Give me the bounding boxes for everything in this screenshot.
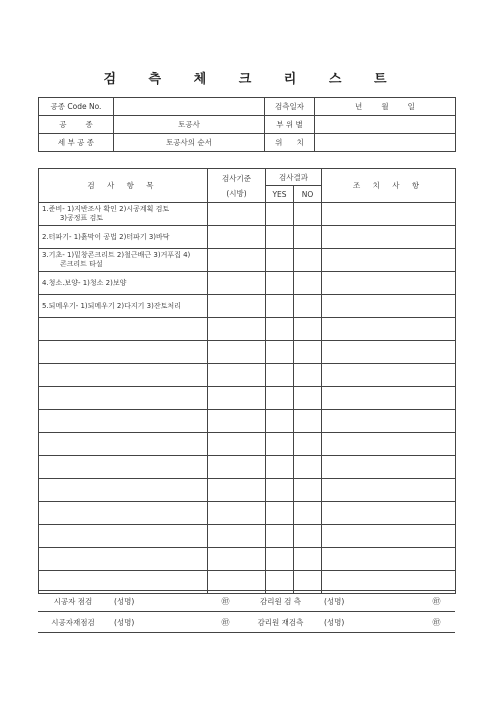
standard-cell[interactable] — [208, 203, 266, 226]
no-cell[interactable] — [294, 249, 322, 272]
yes-cell[interactable] — [266, 433, 294, 456]
yes-cell[interactable] — [266, 387, 294, 410]
checklist-header-row — [39, 169, 456, 186]
checklist-row — [39, 387, 456, 410]
subtrade-value[interactable]: 토공사의 순서 — [114, 134, 265, 152]
action-cell[interactable] — [322, 295, 456, 318]
code-value[interactable] — [114, 98, 265, 116]
action-cell[interactable] — [322, 502, 456, 525]
supervisor-label: 감리원 검 측 — [243, 591, 318, 612]
header-yes: YES — [266, 186, 294, 203]
yes-cell[interactable] — [266, 341, 294, 364]
standard-cell[interactable] — [208, 479, 266, 502]
inspector-label: 시공자재점검 — [38, 612, 108, 633]
action-cell[interactable] — [322, 525, 456, 548]
standard-cell[interactable] — [208, 410, 266, 433]
subtrade-label: 세 부 공 종 — [39, 134, 114, 152]
supervisor-label: 감리원 재검측 — [243, 612, 318, 633]
no-cell[interactable] — [294, 364, 322, 387]
checklist-row — [39, 364, 456, 387]
page-title: 검 측 체 크 리 스 트 — [103, 72, 401, 87]
standard-cell[interactable] — [208, 341, 266, 364]
no-cell[interactable] — [294, 502, 322, 525]
signature-table — [38, 590, 455, 633]
yes-cell[interactable] — [266, 525, 294, 548]
part-label: 부 위 별 — [265, 116, 315, 134]
action-cell[interactable] — [322, 479, 456, 502]
action-cell[interactable] — [322, 318, 456, 341]
no-cell[interactable] — [294, 456, 322, 479]
standard-cell[interactable] — [208, 525, 266, 548]
no-cell[interactable] — [294, 318, 322, 341]
yes-cell[interactable] — [266, 295, 294, 318]
action-cell[interactable] — [322, 456, 456, 479]
checklist-item-text — [39, 364, 208, 387]
yes-cell[interactable] — [266, 249, 294, 272]
no-cell[interactable] — [294, 341, 322, 364]
checklist-table — [38, 168, 456, 594]
checklist-row — [39, 548, 456, 571]
no-cell[interactable] — [294, 295, 322, 318]
checklist-item-text — [39, 456, 208, 479]
yes-cell[interactable] — [266, 548, 294, 571]
checklist-row — [39, 410, 456, 433]
header-no: NO — [294, 186, 322, 203]
header-result: 검사결과 — [266, 169, 322, 186]
yes-cell[interactable] — [266, 318, 294, 341]
inspection-date-label: 검측일자 — [265, 98, 315, 116]
info-table — [38, 97, 456, 152]
info-row-subtrade — [39, 134, 456, 152]
header-standard-line1: 검사기준 — [222, 173, 251, 183]
no-cell[interactable] — [294, 525, 322, 548]
checklist-item-text — [39, 479, 208, 502]
checklist-row — [39, 456, 456, 479]
action-cell[interactable] — [322, 548, 456, 571]
header-standard — [208, 169, 266, 203]
checklist-item-text — [39, 433, 208, 456]
no-cell[interactable] — [294, 387, 322, 410]
yes-cell[interactable] — [266, 226, 294, 249]
standard-cell[interactable] — [208, 548, 266, 571]
standard-cell[interactable] — [208, 502, 266, 525]
trade-value[interactable]: 토공사 — [114, 116, 265, 134]
action-cell[interactable] — [322, 341, 456, 364]
checklist-item-text — [39, 318, 208, 341]
yes-cell[interactable] — [266, 456, 294, 479]
checklist-row — [39, 341, 456, 364]
no-cell[interactable] — [294, 548, 322, 571]
checklist-row — [39, 226, 456, 249]
yes-cell[interactable] — [266, 364, 294, 387]
inspector-seal: ㊞ — [208, 591, 243, 612]
supervisor-seal: ㊞ — [418, 612, 455, 633]
inspection-date-value[interactable]: 년 월 일 — [315, 98, 456, 116]
yes-cell[interactable] — [266, 272, 294, 295]
yes-cell[interactable] — [266, 479, 294, 502]
checklist-item-text — [39, 548, 208, 571]
supervisor-name[interactable]: (성명) — [318, 591, 418, 612]
action-cell[interactable] — [322, 433, 456, 456]
action-cell[interactable] — [322, 364, 456, 387]
signature-body — [38, 591, 455, 633]
standard-cell[interactable] — [208, 456, 266, 479]
checklist-row — [39, 249, 456, 272]
standard-cell[interactable] — [208, 433, 266, 456]
standard-cell[interactable] — [208, 272, 266, 295]
no-cell[interactable] — [294, 410, 322, 433]
location-label: 위 치 — [265, 134, 315, 152]
part-value[interactable] — [315, 116, 456, 134]
checklist-row — [39, 272, 456, 295]
action-cell[interactable] — [322, 387, 456, 410]
trade-label: 공 종 — [39, 116, 114, 134]
supervisor-seal: ㊞ — [418, 591, 455, 612]
checklist-item-text: 4.청소.보양- 1)청소 2)보양 — [39, 272, 208, 295]
action-cell[interactable] — [322, 226, 456, 249]
standard-cell[interactable] — [208, 249, 266, 272]
checklist-item-text — [39, 502, 208, 525]
checklist-row — [39, 318, 456, 341]
action-cell[interactable] — [322, 203, 456, 226]
checklist-row — [39, 479, 456, 502]
standard-cell[interactable] — [208, 226, 266, 249]
yes-cell[interactable] — [266, 502, 294, 525]
checklist-item-text: 1.준비- 1)지반조사 확인 2)시공계획 검토 3)공정표 검토 — [39, 203, 208, 226]
inspector-name[interactable]: (성명) — [108, 612, 208, 633]
checklist-item-text — [39, 387, 208, 410]
checklist-item-text: 3.기초- 1)밑창콘크리트 2)철근배근 3)거푸집 4) 콘크리트 타설 — [39, 249, 208, 272]
no-cell[interactable] — [294, 272, 322, 295]
signature-row — [38, 591, 455, 612]
supervisor-name[interactable]: (성명) — [318, 612, 418, 633]
yes-cell[interactable] — [266, 203, 294, 226]
standard-cell[interactable] — [208, 364, 266, 387]
inspector-name[interactable]: (성명) — [108, 591, 208, 612]
standard-cell[interactable] — [208, 318, 266, 341]
header-standard-line2: (시방) — [226, 188, 247, 198]
no-cell[interactable] — [294, 479, 322, 502]
checklist-item-text — [39, 525, 208, 548]
checklist-item-text — [39, 410, 208, 433]
no-cell[interactable] — [294, 433, 322, 456]
header-action: 조 치 사 항 — [322, 169, 456, 203]
checklist-row — [39, 502, 456, 525]
checklist-item-text — [39, 341, 208, 364]
code-label: 공종 Code No. — [39, 98, 114, 116]
checklist-item-text: 2.터파기- 1)흙막이 공법 2)터파기 3)바닥 — [39, 226, 208, 249]
info-row-code — [39, 98, 456, 116]
checklist-row — [39, 525, 456, 548]
standard-cell[interactable] — [208, 295, 266, 318]
action-cell[interactable] — [322, 410, 456, 433]
checklist-body — [39, 203, 456, 594]
signature-row — [38, 612, 455, 633]
yes-cell[interactable] — [266, 410, 294, 433]
standard-cell[interactable] — [208, 387, 266, 410]
action-cell[interactable] — [322, 249, 456, 272]
checklist-row — [39, 433, 456, 456]
header-item: 검 사 항 목 — [39, 169, 208, 203]
no-cell[interactable] — [294, 226, 322, 249]
action-cell[interactable] — [322, 272, 456, 295]
inspector-label: 시공자 점검 — [38, 591, 108, 612]
checklist-item-text: 5.되메우기- 1)되메우기 2)다지기 3)잔토처리 — [39, 295, 208, 318]
info-row-trade — [39, 116, 456, 134]
checklist-row — [39, 295, 456, 318]
no-cell[interactable] — [294, 203, 322, 226]
inspector-seal: ㊞ — [208, 612, 243, 633]
checklist-row — [39, 203, 456, 226]
location-value[interactable] — [315, 134, 456, 152]
